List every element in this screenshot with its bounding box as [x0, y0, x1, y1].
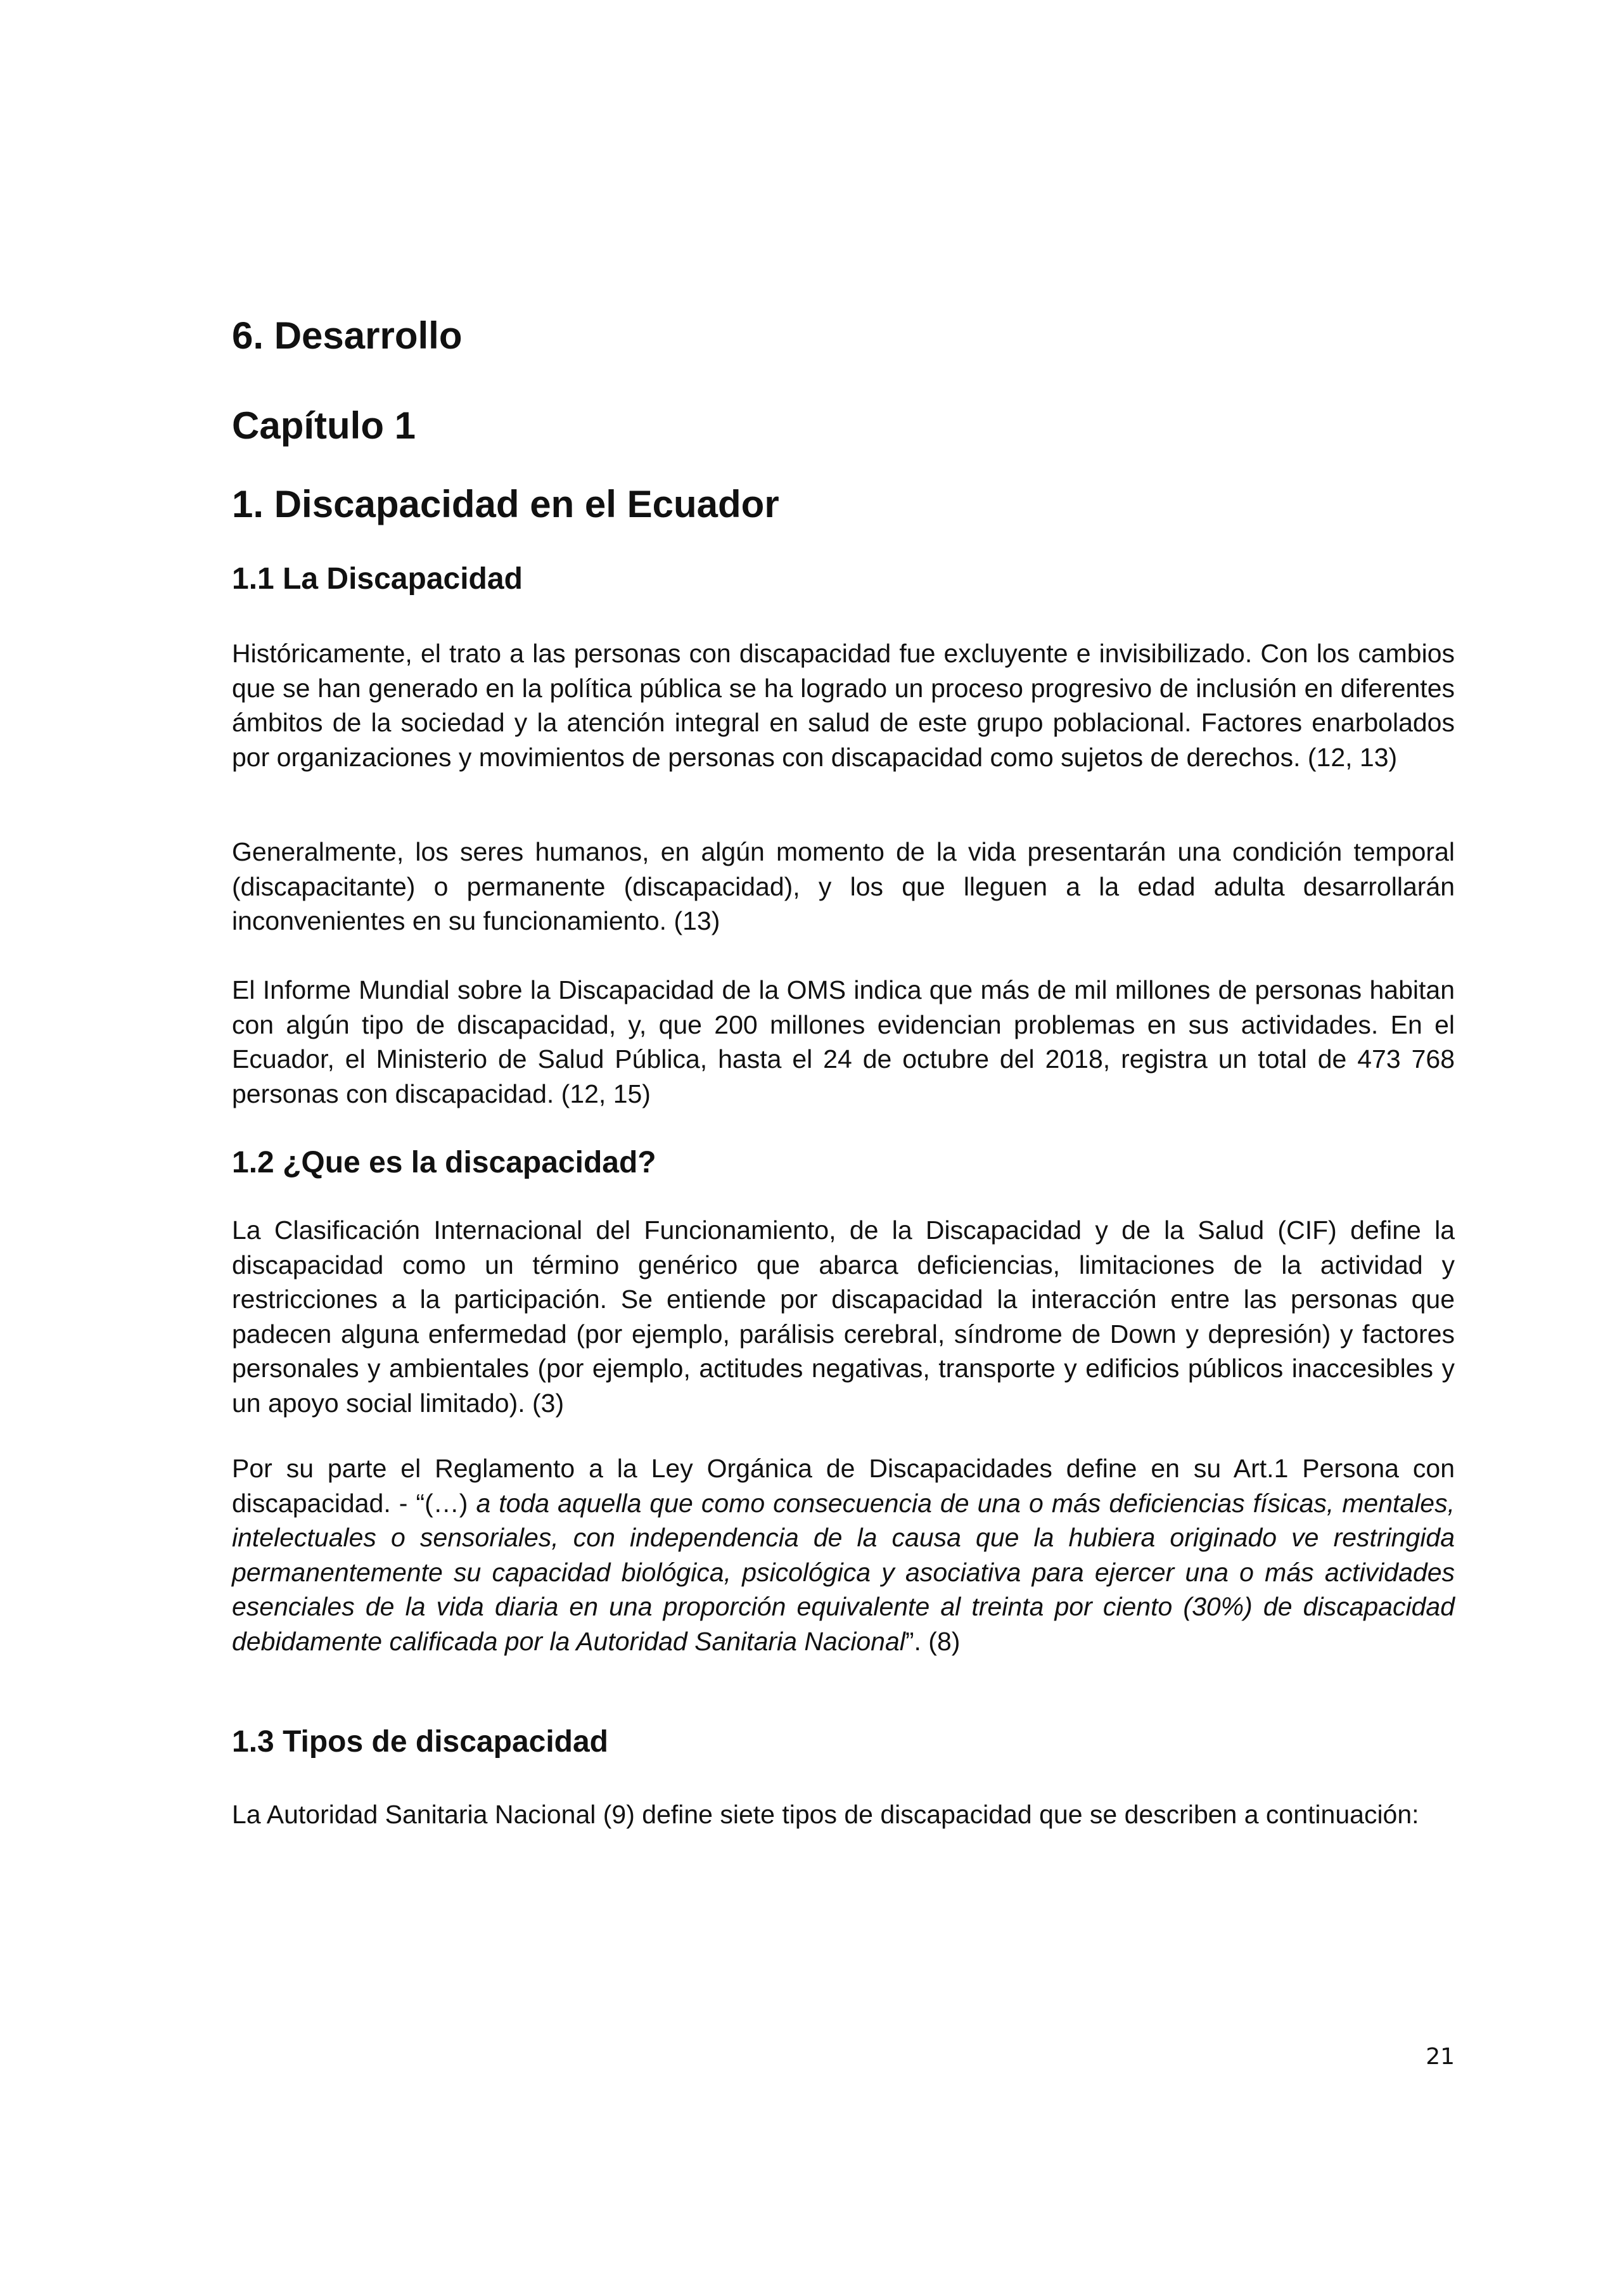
heading-tipos-discapacidad: 1.3 Tipos de discapacidad: [232, 1725, 608, 1759]
chapter-heading: Capítulo 1: [232, 404, 416, 447]
reglamento-citation-text: ”. (8): [905, 1626, 961, 1656]
paragraph-generalmente: Generalmente, los seres humanos, en algún momento de la vida presentarán una condición temporal (discapacitante) o permanente (discapacidad), y los que lleguen a la edad adulta desarrollarán inconvenientes en su funcionamiento. (13): [232, 837, 1455, 935]
paragraph-historicamente: Históricamente, el trato a las personas con discapacidad fue excluyente e invisibilizado. Con los cambios que se han generado en la política pública se ha logrado un proceso progresivo de inclusión en diferentes ámbitos de la sociedad y la atención integral en salud de este grupo poblacional. Factores enarbolados por organizaciones y movimientos de personas con discapacidad como sujetos de derechos. (12, 13): [232, 639, 1455, 772]
section-heading-desarrollo: 6. Desarrollo: [232, 314, 463, 357]
paragraph-informe-mundial: El Informe Mundial sobre la Discapacidad de la OMS indica que más de mil millones de personas habitan con algún tipo de discapacidad, y, que 200 millones evidencian problemas en sus actividades. En el Ecuador, el Ministerio de Salud Pública, hasta el 24 de octubre del 2018, registra un total de 473 768 personas con discapacidad. (12, 15): [232, 975, 1455, 1108]
heading-la-discapacidad: 1.1 La Discapacidad: [232, 562, 523, 596]
paragraph-autoridad-sanitaria: La Autoridad Sanitaria Nacional (9) define siete tipos de discapacidad que se describen a continuación:: [232, 1800, 1419, 1829]
paragraph-reglamento: [232, 1451, 1455, 1658]
heading-que-es-discapacidad: 1.2 ¿Que es la discapacidad?: [232, 1146, 656, 1179]
page-number: 21: [1426, 2044, 1455, 2070]
paragraph-clasificacion-cif: La Clasificación Internacional del Funcionamiento, de la Discapacidad y de la Salud (CIF) define la discapacidad como un término genérico que abarca deficiencias, limitaciones de la actividad y restricciones a la participación. Se entiende por discapacidad la interacción entre las personas que padecen alguna enfermedad (por ejemplo, parálisis cerebral, síndrome de Down y depresión) y factores personales y ambientales (por ejemplo, actitudes negativas, transporte y edificios públicos inaccesibles y un apoyo social limitado). (3): [232, 1215, 1455, 1418]
heading-discapacidad-ecuador: 1. Discapacidad en el Ecuador: [232, 483, 779, 525]
reglamento-quote-text: a toda aquella que como consecuencia de una o más deficiencias físicas, mentales, intelectuales o sensoriales, con independencia de la causa que la hubiera originado ve restringida permanentemente su capacidad biológica, psicológica y asociativa para ejercer una o más actividades esenciales de la vida diaria en una proporción equivalente al treinta por ciento (30%) de discapacidad debidamente calificada por la Autoridad Sanitaria Nacional: [232, 1488, 1455, 1656]
reglamento-intro-text: Por su parte el Reglamento a la Ley Orgánica de Discapacidades define en su Art.1 Persona con discapacidad. - “(…): [232, 1454, 1455, 1518]
